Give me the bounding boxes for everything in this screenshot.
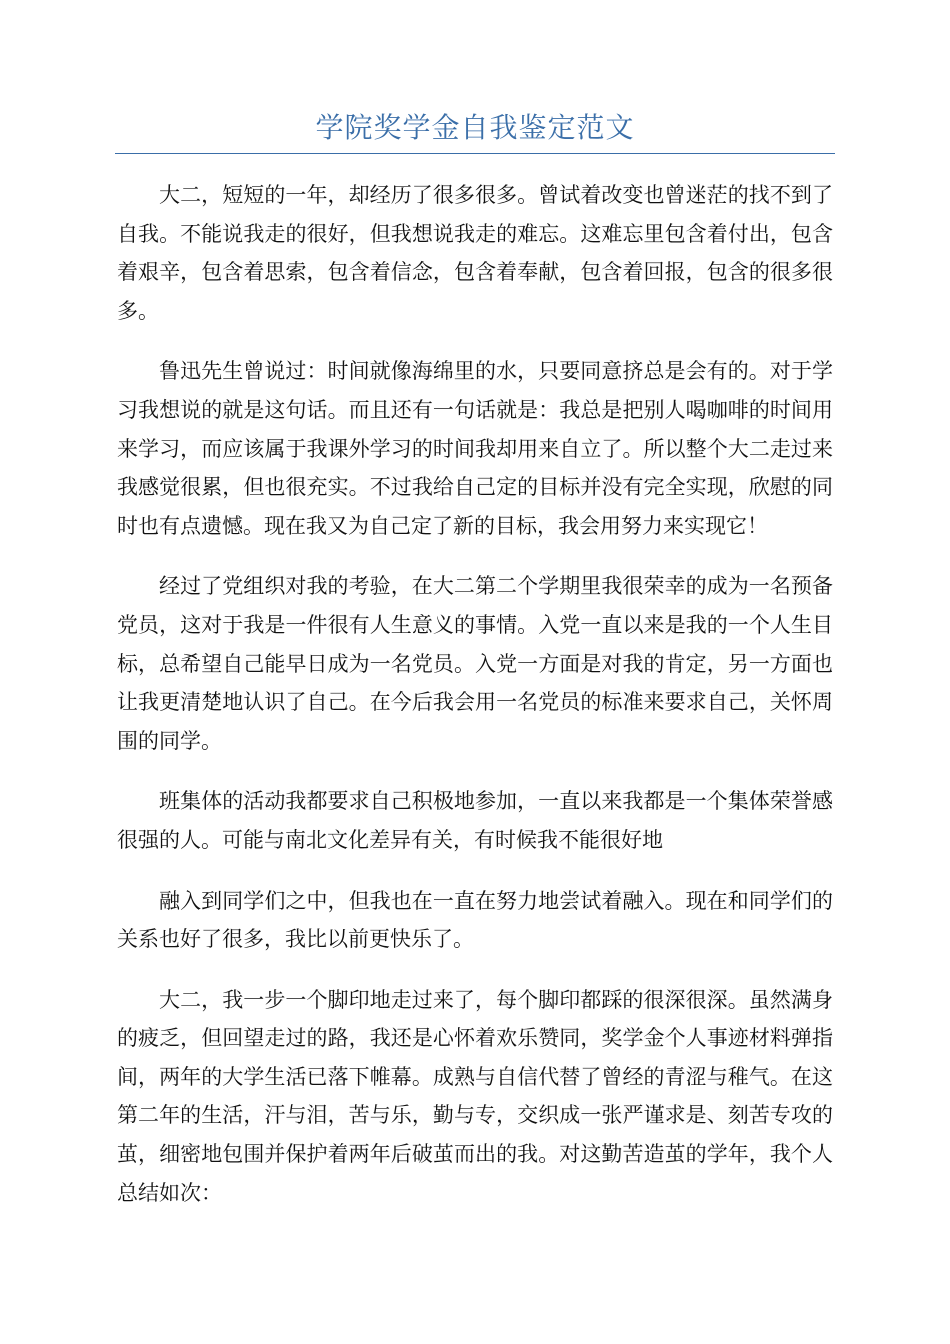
paragraph-2: 鲁迅先生曾说过：时间就像海绵里的水，只要同意挤总是会有的。对于学习我想说的就是这句话。而且还有一句话就是：我总是把别人喝咖啡的时间用来学习，而应该属于我课外学习的时间我却用来自立了。所以整个大二走过来我感觉很累，但也很充实。不过我给自己定的目标并没有完全实现，欣慰的同时也有点遗憾。现在我又为自己定了新的目标，我会用努力来实现它！: [117, 359, 833, 538]
title-underline: [115, 153, 835, 154]
document-title: 学院奖学金自我鉴定范文: [315, 111, 635, 144]
paragraph-5: 融入到同学们之中，但我也在一直在努力地尝试着融入。现在和同学们的关系也好了很多，我比以前更快乐了。: [117, 888, 833, 952]
paragraph-4: 班集体的活动我都要求自己积极地参加，一直以来我都是一个集体荣誉感很强的人。可能与南北文化差异有关，有时候我不能很好地: [117, 789, 833, 852]
paragraph-6: 大二，我一步一个脚印地走过来了，每个脚印都踩的很深很深。虽然满身的疲乏，但回望走过的路，我还是心怀着欢乐赞同，奖学金个人事迹材料弹指间，两年的大学生活已落下帷幕。成熟与自信代替了曾经的青涩与稚气。在这第二年的生活，汗与泪，苦与乐，勤与专，交织成一张严谨求是、刻苦专攻的茧，细密地包围并保护着两年后破茧而出的我。对这勤苦造茧的学年，我个人总结如次：: [117, 987, 833, 1205]
document-body: [117, 176, 833, 1234]
paragraph-1: 大二，短短的一年，却经历了很多很多。曾试着改变也曾迷茫的找不到了自我。不能说我走的很好，但我想说我走的难忘。这难忘里包含着付出，包含着艰辛，包含着思索，包含着信念，包含着奉献，包含着回报，包含的很多很多。: [117, 183, 833, 323]
paragraph-3: 经过了党组织对我的考验，在大二第二个学期里我很荣幸的成为一名预备党员，这对于我是一件很有人生意义的事情。入党一直以来是我的一个人生目标，总希望自己能早日成为一名党员。入党一方面是对我的肯定，另一方面也让我更清楚地认识了自己。在今后我会用一名党员的标准来要求自己，关怀周围的同学。: [117, 574, 833, 753]
